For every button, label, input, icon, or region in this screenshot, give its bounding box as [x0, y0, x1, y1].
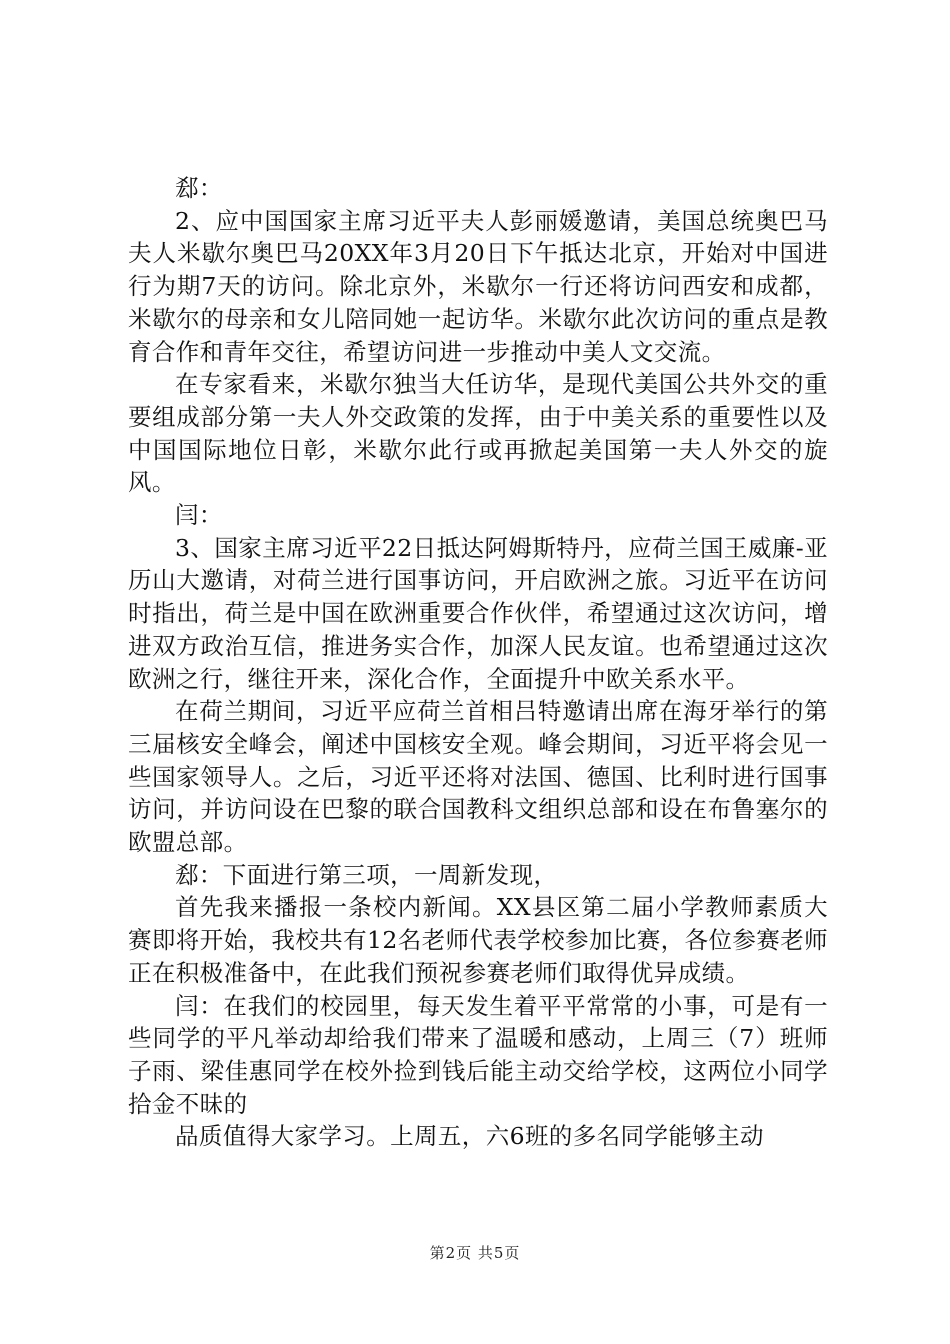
paragraph-quality: 品质值得大家学习。上周五，六6班的多名同学能够主动	[175, 1122, 764, 1151]
paragraph-news-2: 2、应中国国家主席习近平夫人彭丽媛邀请，美国总统奥巴马夫人米歇尔奥巴马20XX年3月20日下午抵达北京，开始对中国进行为期7天的访问。除北京外，米歇尔一行还将访问西安和成都，米歇尔的母亲和女儿陪同她一起访华。米歇尔此次访问的重点是教育合作和青年交往，希望访问进一步推动中美人文交流。	[128, 206, 828, 366]
paragraph-speaker-xi: 郄：	[175, 174, 223, 202]
paragraph-section-three: 郄：下面进行第三项，一周新发现，	[175, 860, 558, 889]
paragraph-news-3: 3、国家主席习近平22日抵达阿姆斯特丹，应荷兰国王威廉-亚历山大邀请，对荷兰进行国事访问，开启欧洲之旅。习近平在访问时指出，荷兰是中国在欧洲重要合作伙伴，希望通过这次访问，增进双方政治互信，推进务实合作，加深人民友谊。也希望通过这次欧洲之行，继往开来，深化合作，全面提升中欧关系水平。	[128, 533, 828, 693]
paragraph-campus-story: 闫：在我们的校园里，每天发生着平平常常的小事，可是有一些同学的平凡举动却给我们带来了温暖和感动，上周三（7）班师子雨、梁佳惠同学在校外捡到钱后能主动交给学校，这两位小同学拾金不昧的	[128, 991, 828, 1118]
paragraph-speaker-yan: 闫：	[175, 501, 223, 530]
page-footer: 第2页 共5页	[429, 1244, 521, 1262]
document-body	[128, 172, 828, 1153]
paragraph-netherlands: 在荷兰期间，习近平应荷兰首相吕特邀请出席在海牙举行的第三届核安全峰会，阐述中国核安全观。峰会期间，习近平将会见一些国家领导人。之后，习近平还将对法国、德国、比利时进行国事访问，并访问设在巴黎的联合国教科文组织总部和设在布鲁塞尔的欧盟总部。	[128, 697, 828, 857]
paragraph-expert-view: 在专家看来，米歇尔独当大任访华，是现代美国公共外交的重要组成部分第一夫人外交政策的发挥，由于中美关系的重要性以及中国国际地位日彰，米歇尔此行或再掀起美国第一夫人外交的旋风。	[128, 370, 828, 497]
paragraph-school-news: 首先我来播报一条校内新闻。XX县区第二届小学教师素质大赛即将开始，我校共有12名老师代表学校参加比赛，各位参赛老师正在积极准备中，在此我们预祝参赛老师们取得优异成绩。	[128, 893, 828, 987]
